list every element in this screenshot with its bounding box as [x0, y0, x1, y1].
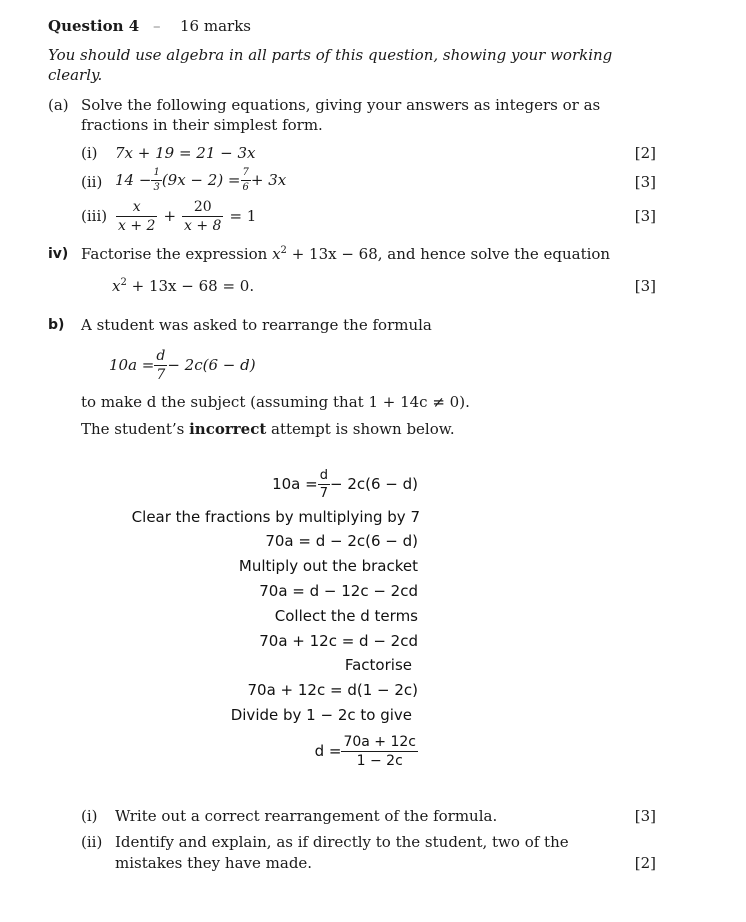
part-b-label: b) [48, 317, 65, 333]
question-ii-line-2: mistakes they have made. [115, 854, 313, 872]
part-a-ii-marks: [3] [634, 173, 656, 191]
question-ii-line-1: Identify and explain, as if directly to the student, two of the [115, 833, 569, 851]
part-a-label: (a) [48, 96, 69, 114]
part-a-i-equation: 7x + 19 = 21 − 3x [115, 144, 256, 162]
sw-l11-num: 70a + 12c [343, 733, 416, 750]
part-b-line-2: to make d the subject (assuming that 1 + 14c ≠ 0). [81, 393, 470, 411]
eq-iii-f2-den: x + 8 [184, 217, 222, 234]
student-work-line-3: 70a = d − 2c(6 − d) [265, 532, 418, 550]
formula-fraction [154, 349, 167, 382]
question-ii-marks: [2] [634, 854, 656, 872]
header-dash: – [153, 17, 161, 35]
part-b-line-3-pre: The student’s [81, 420, 190, 438]
part-a-i-label: (i) [81, 144, 98, 162]
question-i-marks: [3] [634, 807, 656, 825]
formula-den: 7 [156, 366, 166, 383]
student-work-line-8: Factorise [344, 656, 412, 674]
student-work-line-11 [315, 729, 418, 773]
part-b-line-3 [81, 420, 455, 438]
part-b-line-1: A student was asked to rearrange the formula [81, 316, 432, 334]
part-a-line-1: Solve the following equations, giving your answers as integers or as [81, 96, 601, 114]
part-a-ii-equation [115, 165, 286, 195]
sw-l1-num: d [318, 469, 330, 485]
student-work-line-2: Clear the fractions by multiplying by 7 [131, 508, 420, 526]
part-iv-text-pre: Factorise the expression [81, 245, 273, 263]
eq-ii-frac2-den: 6 [242, 181, 249, 193]
question-i-text: Write out a correct rearrangement of the formula. [115, 807, 498, 825]
part-iv-exp: 2 [280, 245, 287, 256]
part-a-iii-label: (iii) [81, 207, 108, 225]
student-work-line-10: Divide by 1 − 2c to give [230, 706, 412, 724]
sw-l11-fraction [341, 735, 418, 768]
question-i-label: (i) [81, 807, 98, 825]
question-ii-label: (ii) [81, 833, 103, 851]
eq-ii-mid: (9x − 2) = [161, 171, 241, 189]
part-iv-text-post: + 13x − 68, and hence solve the equation [286, 245, 611, 263]
student-work-line-5: 70a = d − 12c − 2cd [259, 582, 418, 600]
question-marks: 16 marks [180, 17, 251, 35]
part-iv-eq-x: x [112, 277, 121, 295]
intro-line-1: You should use algebra in all parts of this question, showing your working [48, 46, 613, 64]
eq-iii-fraction-1 [116, 200, 157, 233]
question-title: Question 4 [48, 17, 140, 35]
eq-iii-f1-num: x [116, 200, 157, 217]
sw-l1-den: 7 [319, 485, 328, 501]
part-iv-text [81, 245, 610, 263]
student-work-line-9: 70a + 12c = d(1 − 2c) [247, 681, 418, 699]
part-b-line-3-post: attempt is shown below. [266, 420, 455, 438]
sw-l11-den: 1 − 2c [356, 752, 403, 769]
eq-ii-frac1-den: 3 [153, 181, 160, 193]
eq-ii-fraction-2 [241, 168, 251, 193]
sw-l11-lhs: d = [314, 742, 342, 760]
intro-line-2: clearly. [48, 66, 103, 84]
eq-iii-rhs: = 1 [229, 207, 257, 225]
part-b-line-3-bold: incorrect [189, 420, 267, 438]
part-a-ii-label: (ii) [81, 173, 103, 191]
student-work-line-6: Collect the d terms [274, 607, 418, 625]
part-iv-eq-post: + 13x − 68 = 0. [126, 277, 255, 295]
eq-ii-fraction-1 [151, 168, 161, 193]
eq-iii-plus: + [163, 207, 177, 225]
sw-l1-lhs: 10a = [272, 475, 318, 493]
part-iv-x: x [272, 245, 281, 263]
part-a-iii-marks: [3] [634, 207, 656, 225]
eq-ii-post: + 3x [250, 171, 287, 189]
part-b-formula [109, 345, 256, 385]
eq-iii-f2-num: 20 [182, 200, 223, 217]
student-work-line-4: Multiply out the bracket [238, 557, 418, 575]
part-iv-label: iv) [48, 246, 69, 262]
sw-l1-fraction [318, 469, 330, 500]
formula-rhs: − 2c(6 − d) [167, 356, 256, 374]
eq-iii-fraction-2 [182, 200, 223, 233]
formula-lhs: 10a = [109, 356, 155, 374]
student-work-line-1 [272, 464, 418, 504]
eq-ii-frac1-num: 1 [151, 168, 161, 181]
part-a-line-2: fractions in their simplest form. [81, 116, 323, 134]
part-iv-marks: [3] [634, 277, 656, 295]
student-work-line-7: 70a + 12c = d − 2cd [259, 632, 418, 650]
eq-ii-pre: 14 − [115, 171, 152, 189]
eq-iii-f1-den: x + 2 [118, 217, 156, 234]
part-iv-eq-exp: 2 [120, 277, 127, 288]
sw-l1-rhs: − 2c(6 − d) [329, 475, 418, 493]
part-a-i-marks: [2] [634, 144, 656, 162]
part-iv-equation [112, 277, 254, 295]
formula-num: d [156, 347, 166, 364]
part-a-iii-equation [116, 196, 256, 236]
eq-ii-frac2-num: 7 [241, 168, 251, 181]
